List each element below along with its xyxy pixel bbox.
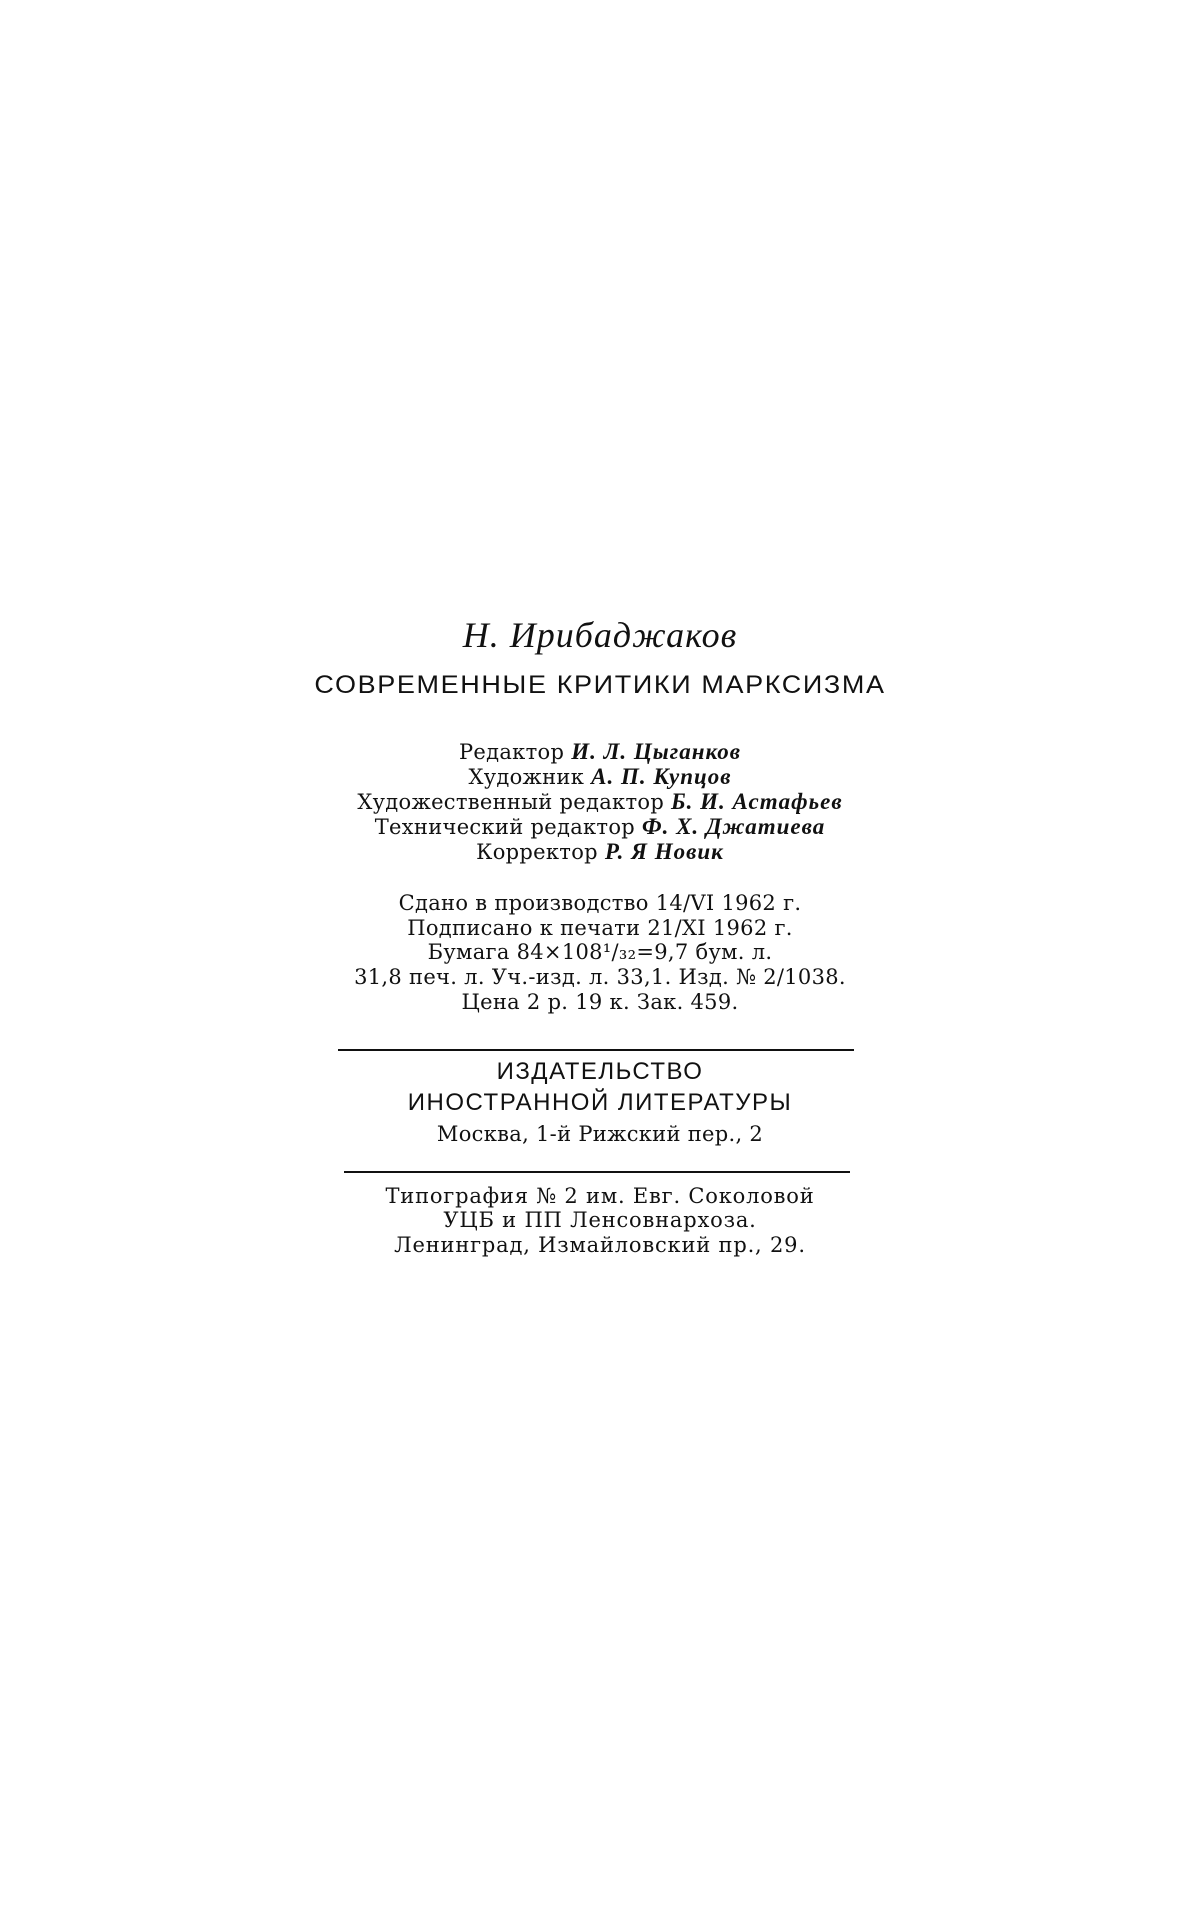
printer-line: УЦБ и ПП Ленсовнархоза.: [443, 1208, 757, 1232]
credit-name: И. Л. Цыганков: [571, 739, 742, 764]
imprint-line: Цена 2 р. 19 к. Зак. 459.: [461, 990, 739, 1014]
credit-line-art-editor: [0, 790, 1200, 813]
credit-name: Б. И. Астафьев: [671, 789, 843, 814]
divider-rule: [344, 1171, 850, 1173]
credit-line-tech-editor: [0, 815, 1200, 838]
credit-role: Корректор: [476, 840, 598, 864]
credit-role: Художник: [468, 765, 585, 789]
credit-role: Технический редактор: [374, 815, 636, 839]
credit-name: Р. Я Новик: [604, 839, 724, 864]
credit-name: А. П. Купцов: [591, 764, 732, 789]
divider-rule: [338, 1049, 854, 1051]
imprint-line: Подписано к печати 21/XI 1962 г.: [407, 916, 793, 940]
book-author: Н. Ирибаджаков: [462, 615, 738, 655]
credit-line-proofreader: [0, 840, 1200, 863]
credit-role: Художественный редактор: [357, 790, 665, 814]
credit-role: Редактор: [458, 740, 565, 764]
imprint-line: 31,8 печ. л. Уч.-изд. л. 33,1. Изд. № 2/1038.: [354, 965, 846, 989]
credit-name: Ф. Х. Джатиева: [642, 814, 826, 839]
book-title: СОВРЕМЕННЫЕ КРИТИКИ МАРКСИЗМА: [314, 671, 886, 699]
imprint-line: Сдано в производство 14/VI 1962 г.: [398, 891, 802, 915]
publisher-name-line1: ИЗДАТЕЛЬСТВО: [496, 1058, 704, 1085]
publisher-address: Москва, 1-й Рижский пер., 2: [436, 1122, 764, 1146]
printer-line: Ленинград, Измайловский пр., 29.: [394, 1233, 806, 1257]
credit-line-editor: [0, 740, 1200, 763]
credit-line-artist: [0, 765, 1200, 788]
imprint-line: Бумага 84×108¹/₃₂=9,7 бум. л.: [427, 940, 773, 964]
publisher-name-line2: ИНОСТРАННОЙ ЛИТЕРАТУРЫ: [407, 1089, 793, 1116]
printer-line: Типография № 2 им. Евг. Соколовой: [385, 1184, 815, 1208]
